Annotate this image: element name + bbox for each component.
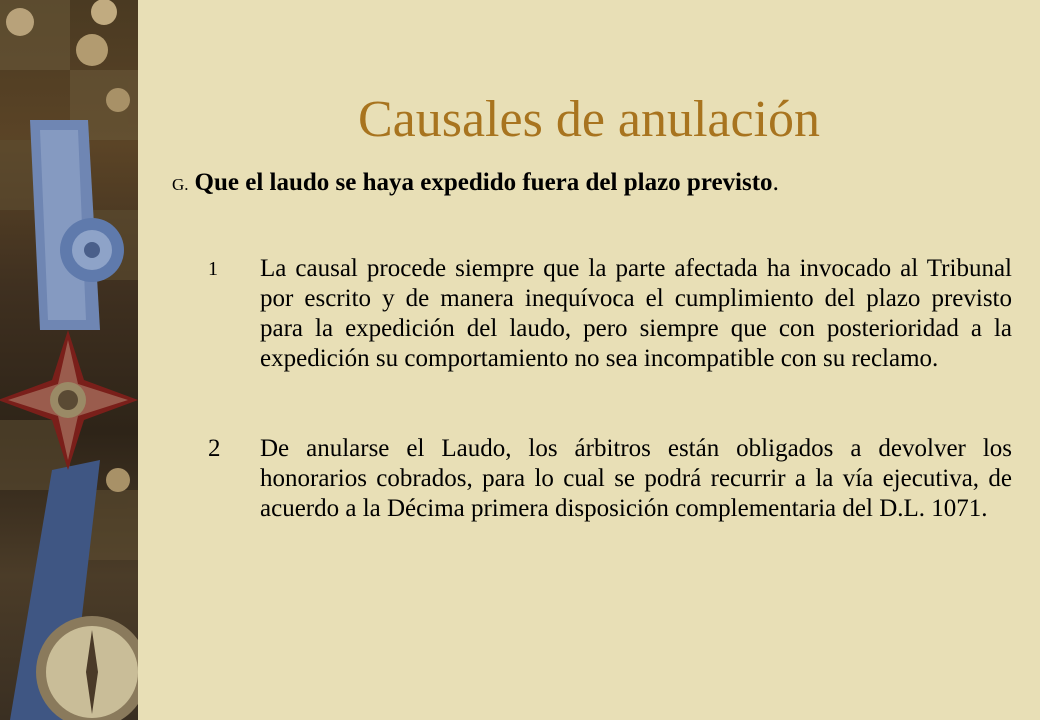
section-heading-period: . xyxy=(772,169,779,196)
list-item-text: De anularse el Laudo, los árbitros están obligados a devolver los honorarios cobrados, para lo cual se podrá recurrir a la vía ejecutiva, de acuerdo a la Décima primera disposición complementaria del D.L. 1071. xyxy=(260,435,1012,522)
slide-title: Causales de anulación xyxy=(357,91,821,148)
list-item-number: 1 xyxy=(208,258,218,280)
section-heading-text: Que el laudo se haya expedido fuera del plazo previsto xyxy=(194,169,773,196)
section-letter: G. xyxy=(172,175,189,194)
decorative-medal-compass-image xyxy=(0,0,138,720)
list-item-number: 2 xyxy=(208,435,221,462)
slide-content xyxy=(138,0,1040,720)
list-item-text: La causal procede siempre que la parte afectada ha invocado al Tribunal por escrito y de manera inequívoca el cumplimiento del plazo previsto para la expedición del laudo, pero siempre que con posterioridad a la expedición su comportamiento no sea incompatible con su reclamo. xyxy=(260,255,1012,372)
section-heading xyxy=(172,166,1032,202)
medal-compass-illustration xyxy=(0,0,138,720)
